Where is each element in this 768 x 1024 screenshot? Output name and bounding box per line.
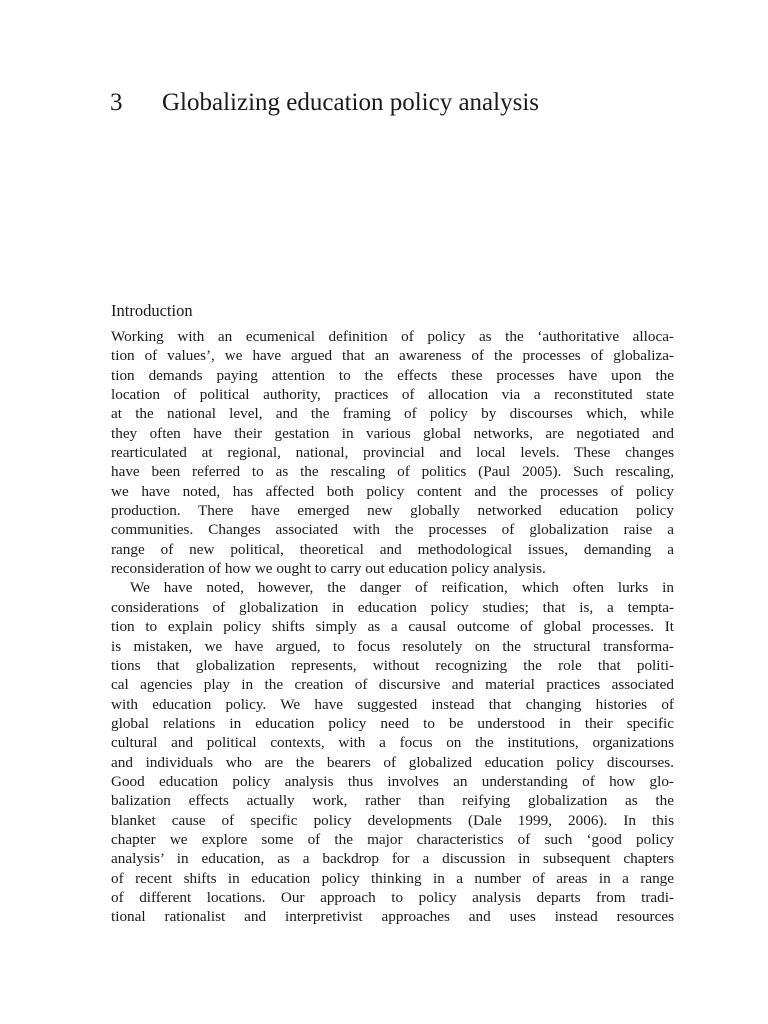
text-line: communities. Changes associated with the processes of globalization raise a <box>111 521 674 539</box>
text-line: analysis’ in education, as a backdrop for a discussion in subsequent chapters <box>111 850 674 868</box>
text-line: cal agencies play in the creation of discursive and material practices associated <box>111 676 674 694</box>
text-line: rearticulated at regional, national, provincial and local levels. These changes <box>111 444 674 462</box>
section-heading: Introduction <box>111 301 193 320</box>
text-line: chapter we explore some of the major characteristics of such ‘good policy <box>111 830 674 848</box>
text-line: Good education policy analysis thus involves an understanding of how glo- <box>111 772 674 790</box>
text-line: Working with an ecumenical definition of policy as the ‘authoritative alloca- <box>111 328 674 345</box>
text-line: reconsideration of how we ought to carry out education policy analysis. <box>111 560 546 578</box>
text-line: have been referred to as the rescaling of politics (Paul 2005). Such rescaling, <box>111 463 674 481</box>
text-line: location of political authority, practices of allocation via a reconstituted state <box>111 386 674 404</box>
text-line: considerations of globalization in education policy studies; that is, a tempta- <box>111 598 674 616</box>
text-line: We have noted, however, the danger of reification, which often lurks in <box>130 579 674 597</box>
text-line: they often have their gestation in various global networks, are negotiated and <box>111 424 674 442</box>
text-line: tions that globalization represents, without recognizing the role that politi- <box>111 656 674 674</box>
chapter-title: Globalizing education policy analysis <box>162 89 539 116</box>
text-line: tion to explain policy shifts simply as a causal outcome of global processes. It <box>111 618 674 636</box>
body-text <box>111 327 674 927</box>
text-line: global relations in education policy need to be understood in their specific <box>111 714 674 732</box>
text-line: and individuals who are the bearers of globalized education policy discourses. <box>111 753 674 771</box>
text-line: of different locations. Our approach to policy analysis departs from tradi- <box>111 888 674 906</box>
text-line: of recent shifts in education policy thinking in a number of areas in a range <box>111 869 674 887</box>
text-line: with education policy. We have suggested instead that changing histories of <box>111 695 674 713</box>
text-line: at the national level, and the framing of policy by discourses which, while <box>111 405 674 423</box>
text-line: production. There have emerged new globally networked education policy <box>111 502 674 520</box>
text-line: tional rationalist and interpretivist approaches and uses instead resources <box>111 908 674 926</box>
text-line: tion of values’, we have argued that an awareness of the processes of globaliza- <box>111 347 674 365</box>
text-line: balization effects actually work, rather than reifying globalization as the <box>111 792 674 810</box>
text-line: blanket cause of specific policy developments (Dale 1999, 2006). In this <box>111 811 674 829</box>
text-line: is mistaken, we have argued, to focus resolutely on the structural transforma- <box>111 637 674 655</box>
paragraph <box>111 327 674 578</box>
chapter-number: 3 <box>110 89 123 116</box>
text-line: range of new political, theoretical and methodological issues, demanding a <box>111 540 674 558</box>
text-line: we have noted, has affected both policy content and the processes of policy <box>111 482 674 500</box>
text-line: cultural and political contexts, with a focus on the institutions, organizations <box>111 734 674 752</box>
paragraph <box>111 578 674 926</box>
chapter-heading <box>110 86 710 120</box>
text-line: tion demands paying attention to the effects these processes have upon the <box>111 366 674 384</box>
